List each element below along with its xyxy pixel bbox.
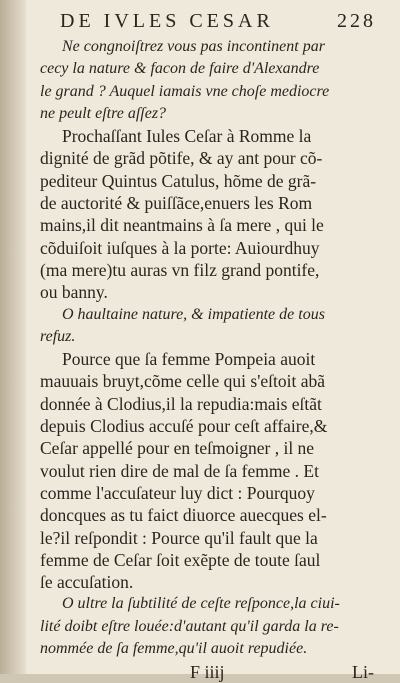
text-line: Pource que ſa femme Pompeia auoit	[62, 349, 316, 370]
text-line: le?il reſpondit : Pource qu'il fault que la	[40, 527, 318, 548]
text-line: Ceſar appellé pour en teſmoigner , il ne	[40, 438, 315, 459]
text-line: nommée de ſa femme,qu'il auoit repudiée.	[40, 640, 308, 658]
text-line: Ne congnoiſtrez vous pas incontinent par	[62, 38, 325, 55]
text-line: ſe accuſation.	[40, 572, 134, 593]
text-line: pediteur Quintus Catulus, hõme de grã-	[40, 170, 317, 191]
text-line: dignité de grãd põtife, & ay ant pour cõ-	[40, 148, 323, 169]
catchword: Li-	[352, 662, 374, 683]
text-line: O haultaine nature, & impatiente de tous	[62, 305, 325, 323]
text-line: lité doibt eſtre louée:d'autant qu'il garda la re-	[40, 617, 339, 635]
text-line: cõduiſoit iuſques à la porte: Auiourdhuy	[40, 237, 320, 258]
page-gutter-shadow	[0, 0, 26, 674]
text-line: ne peult eſtre aſſez?	[40, 104, 167, 122]
text-line: ou banny.	[40, 282, 108, 303]
running-title: DE IVLES CESAR	[60, 10, 274, 32]
text-line: mains,il dit neantmains à ſa mere , qui le	[40, 215, 324, 236]
page-number: 228	[337, 10, 376, 32]
text-line: O ultre la ſubtilité de ceſte reſponce,la ciui-	[62, 595, 340, 613]
text-line: voulut rien dire de mal de ſa femme . Et	[40, 460, 319, 481]
text-line: (ma mere)tu auras vn filz grand pontife,	[40, 259, 320, 280]
text-line: de auctorité & puiſſãce,enuers les Rom	[40, 193, 313, 214]
running-header	[60, 10, 376, 36]
signature-mark: F iiij	[190, 662, 225, 683]
text-line: cecy la nature & facon de faire d'Alexandre	[40, 60, 320, 78]
text-line: mauuais bruyt,cõme celle qui s'eſtoit abã	[40, 371, 326, 392]
body-text	[40, 36, 380, 660]
text-line: donnée à Clodius,il la repudia:mais eſtãt	[40, 393, 322, 414]
text-line: refuz.	[40, 327, 76, 345]
text-line: doncques as tu faict diuorce auecques el-	[40, 505, 327, 526]
text-line: le grand ? Auquel iamais vne choſe mediocre	[40, 82, 330, 100]
page-footer	[40, 662, 380, 683]
text-line: Prochaſſant Iules Ceſar à Romme la	[62, 126, 312, 147]
text-line: comme l'accuſateur luy dict : Pourquoy	[40, 482, 315, 503]
text-line: depuis Clodius accuſé pour ceſt affaire,&	[40, 416, 328, 437]
text-line: femme de Ceſar ſoit exẽpte de toute ſaul	[40, 549, 321, 570]
